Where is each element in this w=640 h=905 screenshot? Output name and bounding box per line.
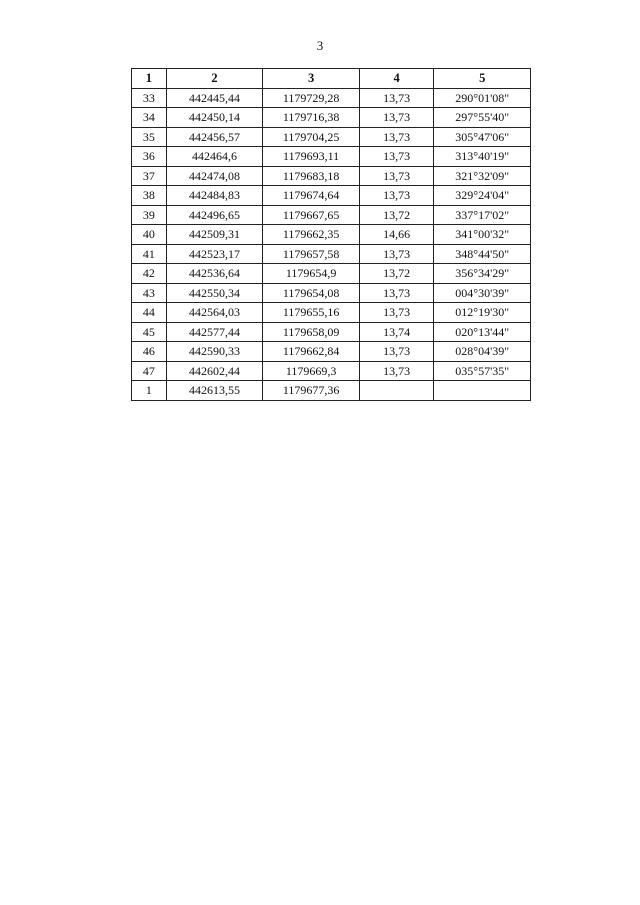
table-cell: 37 (132, 166, 167, 186)
table-cell: 1179669,3 (263, 361, 360, 381)
table-cell: 1179677,36 (263, 381, 360, 401)
table-row (132, 283, 531, 303)
table-cell: 442550,34 (166, 283, 263, 303)
table-cell: 34 (132, 108, 167, 128)
table-cell: 1179674,64 (263, 186, 360, 206)
table-cell: 13,72 (359, 264, 434, 284)
table-cell: 1179657,58 (263, 244, 360, 264)
table-cell: 1179662,84 (263, 342, 360, 362)
table-cell: 337°17'02" (434, 205, 531, 225)
table-cell: 13,73 (359, 303, 434, 323)
table-row (132, 322, 531, 342)
column-header: 3 (263, 69, 360, 89)
table-cell: 41 (132, 244, 167, 264)
table-cell: 1179658,09 (263, 322, 360, 342)
table-row (132, 303, 531, 323)
table-cell: 1179704,25 (263, 127, 360, 147)
table-cell: 45 (132, 322, 167, 342)
table-cell: 13,74 (359, 322, 434, 342)
table-row (132, 186, 531, 206)
column-header: 1 (132, 69, 167, 89)
table-cell: 13,73 (359, 108, 434, 128)
table-cell: 38 (132, 186, 167, 206)
table-cell: 442474,08 (166, 166, 263, 186)
table-row (132, 244, 531, 264)
table-cell: 40 (132, 225, 167, 245)
table-cell: 1179654,9 (263, 264, 360, 284)
table-cell: 1179655,16 (263, 303, 360, 323)
table-cell: 442523,17 (166, 244, 263, 264)
table-cell: 442445,44 (166, 88, 263, 108)
table-row (132, 205, 531, 225)
table-cell: 442456,57 (166, 127, 263, 147)
table-cell: 442450,14 (166, 108, 263, 128)
table-cell: 13,73 (359, 244, 434, 264)
table-cell: 028°04'39" (434, 342, 531, 362)
table-cell: 341°00'32" (434, 225, 531, 245)
table-cell: 13,73 (359, 342, 434, 362)
table-cell (359, 381, 434, 401)
table-cell: 13,72 (359, 205, 434, 225)
table-cell: 1179729,28 (263, 88, 360, 108)
table-row (132, 361, 531, 381)
table-cell: 13,73 (359, 127, 434, 147)
table-cell: 442484,83 (166, 186, 263, 206)
table-cell: 1179683,18 (263, 166, 360, 186)
table-cell: 442577,44 (166, 322, 263, 342)
table-cell: 13,73 (359, 186, 434, 206)
table-cell: 13,73 (359, 166, 434, 186)
table-cell: 035°57'35" (434, 361, 531, 381)
column-header: 2 (166, 69, 263, 89)
table-cell: 1 (132, 381, 167, 401)
table-cell: 020°13'44" (434, 322, 531, 342)
table-cell: 442613,55 (166, 381, 263, 401)
table-row (132, 342, 531, 362)
table-cell: 321°32'09" (434, 166, 531, 186)
table-cell: 13,73 (359, 88, 434, 108)
table-cell: 13,73 (359, 361, 434, 381)
table-cell: 13,73 (359, 147, 434, 167)
table-cell (434, 381, 531, 401)
table-cell: 305°47'06" (434, 127, 531, 147)
table-row (132, 127, 531, 147)
table-row (132, 166, 531, 186)
table-cell: 442590,33 (166, 342, 263, 362)
table-cell: 442536,64 (166, 264, 263, 284)
table-cell: 35 (132, 127, 167, 147)
table-cell: 42 (132, 264, 167, 284)
table-cell: 442496,65 (166, 205, 263, 225)
table-cell: 356°34'29" (434, 264, 531, 284)
table-row (132, 225, 531, 245)
page-number: 3 (316, 38, 324, 53)
column-header: 5 (434, 69, 531, 89)
table-cell: 313°40'19" (434, 147, 531, 167)
column-header: 4 (359, 69, 434, 89)
table-header-row (132, 69, 531, 89)
table-cell: 46 (132, 342, 167, 362)
table-cell: 1179662,35 (263, 225, 360, 245)
table-cell: 297°55'40" (434, 108, 531, 128)
table-row (132, 264, 531, 284)
table-cell: 442564,03 (166, 303, 263, 323)
table-body (132, 88, 531, 400)
table-cell: 43 (132, 283, 167, 303)
table-cell: 1179693,11 (263, 147, 360, 167)
table-cell: 44 (132, 303, 167, 323)
table-cell: 36 (132, 147, 167, 167)
table-cell: 442464,6 (166, 147, 263, 167)
table-row (132, 147, 531, 167)
table-row (132, 108, 531, 128)
table-cell: 442509,31 (166, 225, 263, 245)
table-cell: 13,73 (359, 283, 434, 303)
table-cell: 348°44'50" (434, 244, 531, 264)
table-cell: 1179654,08 (263, 283, 360, 303)
table-cell: 329°24'04" (434, 186, 531, 206)
table-cell: 290°01'08" (434, 88, 531, 108)
table-cell: 33 (132, 88, 167, 108)
table-cell: 1179667,65 (263, 205, 360, 225)
table-row (132, 88, 531, 108)
table-cell: 39 (132, 205, 167, 225)
table-cell: 012°19'30" (434, 303, 531, 323)
table-cell: 47 (132, 361, 167, 381)
table-row (132, 381, 531, 401)
table-cell: 004°30'39" (434, 283, 531, 303)
table-cell: 1179716,38 (263, 108, 360, 128)
table-cell: 14,66 (359, 225, 434, 245)
table-cell: 442602,44 (166, 361, 263, 381)
coordinates-table (131, 68, 531, 401)
